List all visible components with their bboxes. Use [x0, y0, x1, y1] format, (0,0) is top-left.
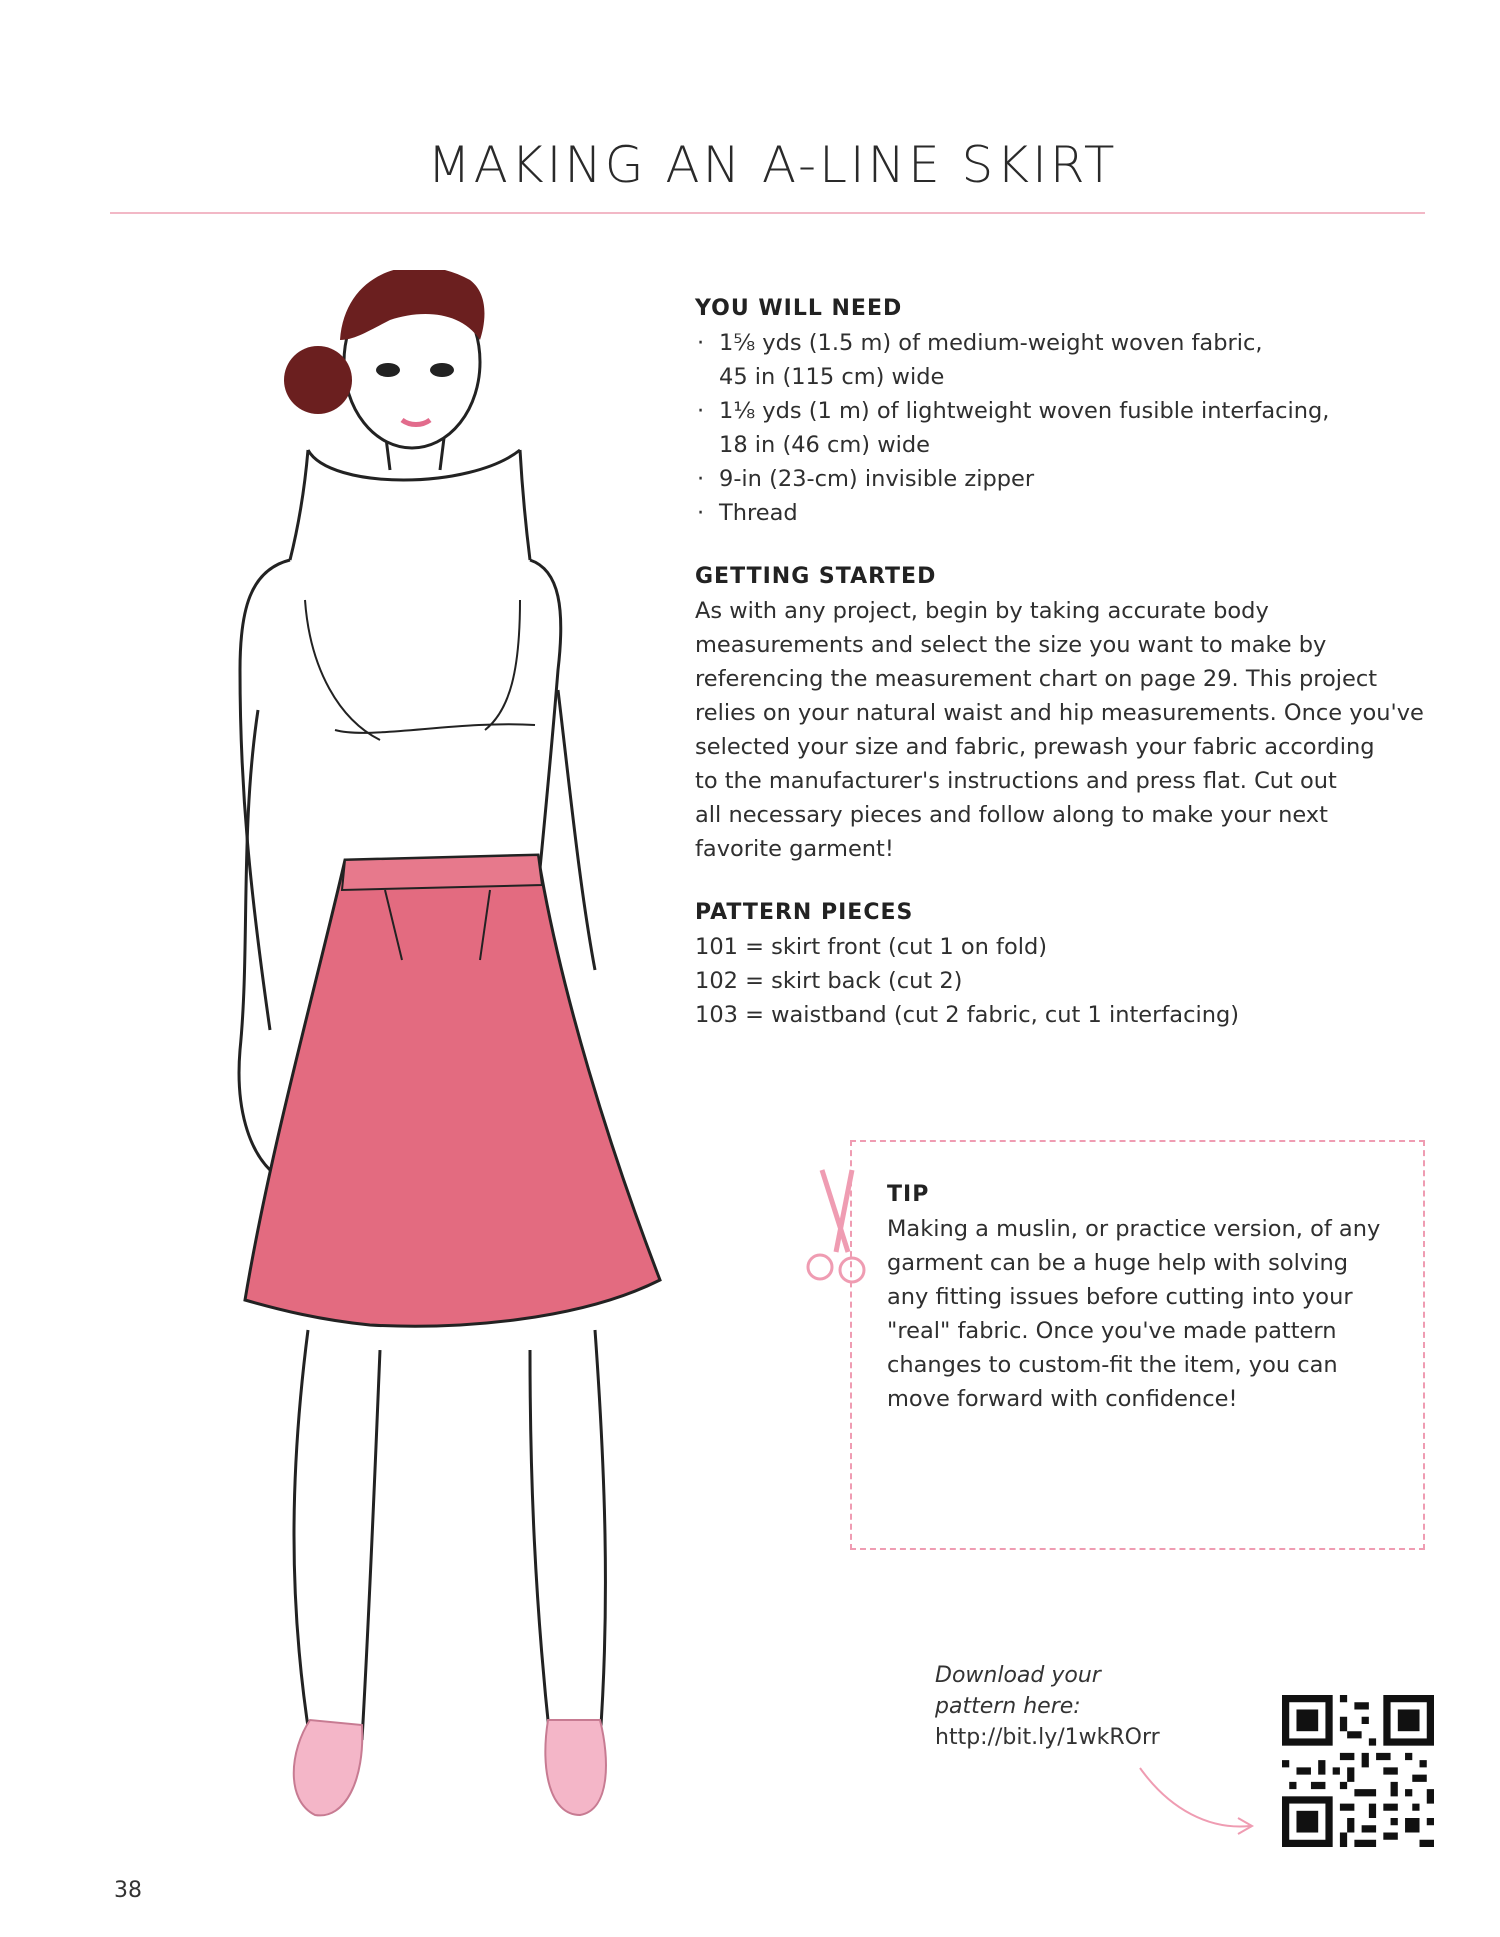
woman-skirt-illustration: [140, 270, 780, 1830]
list-item-text: 45 in (115 cm) wide: [719, 364, 945, 390]
paragraph-line: selected your size and fabric, prewash your fabric according: [695, 734, 1375, 760]
scissors-icon: [800, 1162, 880, 1292]
tip-line: "real" fabric. Once you've made pattern: [887, 1318, 1337, 1344]
download-line: Download your: [935, 1663, 1101, 1688]
list-item: [695, 496, 1435, 530]
pattern-piece-item: 101 = skirt front (cut 1 on fold): [695, 934, 1048, 960]
tip-line: move forward with confidence!: [887, 1386, 1238, 1412]
getting-started-section: [695, 560, 1435, 866]
paragraph-line: to the manufacturer's instructions and press flat. Cut out: [695, 768, 1337, 794]
main-content: [695, 292, 1435, 1062]
page-title: MAKING AN A-LINE SKIRT: [427, 136, 1118, 194]
paragraph-line: As with any project, begin by taking accurate body: [695, 598, 1269, 624]
list-item: [695, 462, 1435, 496]
left-shoe: [294, 1720, 363, 1815]
pattern-pieces-section: [695, 896, 1435, 1032]
download-line: pattern here:: [935, 1694, 1081, 1719]
getting-started-paragraph: [695, 594, 1435, 866]
list-item-text: 1⅝ yds (1.5 m) of medium-weight woven fabric,: [719, 330, 1263, 356]
pattern-pieces-heading: PATTERN PIECES: [695, 900, 914, 925]
list-item: [695, 394, 1435, 462]
download-link[interactable]: http://bit.ly/1wkROrr: [935, 1725, 1160, 1750]
list-item-text: 9-in (23-cm) invisible zipper: [719, 466, 1035, 492]
paragraph-line: relies on your natural waist and hip measurements. Once you've: [695, 700, 1424, 726]
tip-content: [887, 1178, 1407, 1416]
page-number: 38: [114, 1878, 142, 1903]
materials-list: [695, 326, 1435, 530]
paragraph-line: referencing the measurement chart on page 29. This project: [695, 666, 1378, 692]
pattern-piece-item: 102 = skirt back (cut 2): [695, 968, 963, 994]
right-shoe: [545, 1720, 606, 1815]
tip-line: garment can be a huge help with solving: [887, 1250, 1349, 1276]
tip-line: any fitting issues before cutting into your: [887, 1284, 1353, 1310]
hair-bun: [284, 346, 352, 414]
pattern-piece-item: 103 = waistband (cut 2 fabric, cut 1 interfacing): [695, 1002, 1240, 1028]
getting-started-heading: GETTING STARTED: [695, 564, 937, 589]
skirt: [245, 855, 660, 1326]
title-divider: [110, 212, 1425, 214]
list-item-text: 1⅛ yds (1 m) of lightweight woven fusible interfacing,: [719, 398, 1330, 424]
you-will-need-section: [695, 292, 1435, 530]
download-note: [935, 1660, 1205, 1753]
arrow-icon: [1130, 1760, 1260, 1840]
you-will-need-heading: YOU WILL NEED: [695, 296, 903, 321]
paragraph-line: all necessary pieces and follow along to make your next: [695, 802, 1328, 828]
paragraph-line: favorite garment!: [695, 836, 894, 862]
paragraph-line: measurements and select the size you want to make by: [695, 632, 1327, 658]
qr-code[interactable]: [1282, 1695, 1434, 1847]
tip-line: changes to custom-fit the item, you can: [887, 1352, 1338, 1378]
tip-heading: TIP: [887, 1182, 930, 1207]
tip-line: Making a muslin, or practice version, of any: [887, 1216, 1381, 1242]
list-item-text: Thread: [719, 500, 798, 526]
list-item: [695, 326, 1435, 394]
list-item-text: 18 in (46 cm) wide: [719, 432, 931, 458]
